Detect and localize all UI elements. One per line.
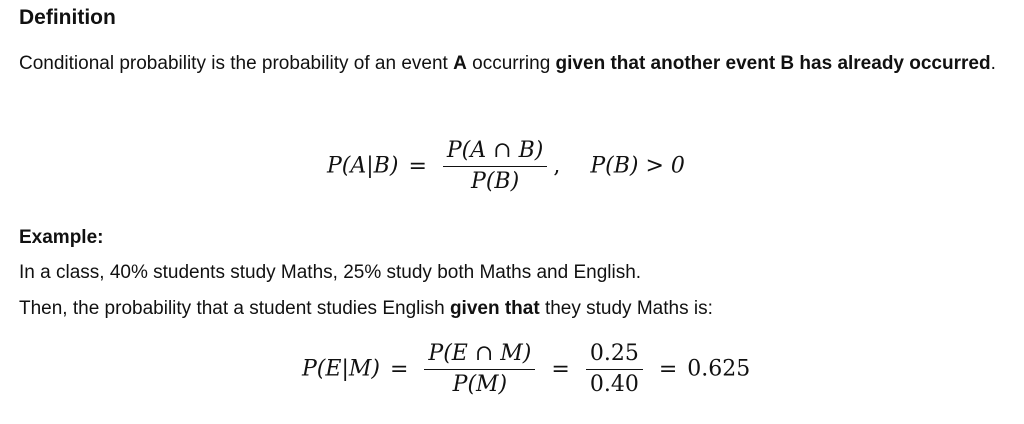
formula2-equals-2: = [551,356,570,382]
formula2-result: 0.625 [687,356,751,382]
formula2-fraction-symbolic [424,339,535,400]
example-line-2-end: they study Maths is: [539,298,713,319]
example-formula [302,339,750,400]
example-line-2-bold: given that [449,298,540,319]
definition-bold-phrase: given that another event B has already occurred [555,53,991,74]
formula1-equals: = [408,153,427,179]
example-line-2-start: Then, the probability that a student studies English [19,298,450,319]
formula1-fraction [443,136,547,197]
definition-heading: Definition [19,6,116,29]
definition-text-end: . [990,53,996,74]
content-area [19,0,1009,424]
formula2-equals-1: = [389,356,409,382]
formula2-lhs: P(E|M) [302,356,380,382]
example-line-2 [19,291,713,327]
event-a-label: A [453,53,467,74]
conditional-probability-formula [327,136,685,197]
formula1-lhs: P(A|B) [327,153,399,179]
definition-paragraph [19,45,1004,82]
formula2-num-value: 0.25 [589,341,639,366]
formula2-fraction-numeric [586,339,643,400]
formula2-denominator: P(M) [452,372,508,397]
example-heading: Example: [19,227,104,248]
formula2-numerator: P(E ∩ M) [428,341,532,366]
definition-text-mid: occurring [466,53,556,74]
formula1-comma: , [553,153,561,179]
example-line-1: In a class, 40% students study Maths, 25% study both Maths and English. [19,262,642,283]
formula2-den-value: 0.40 [589,372,639,397]
formula1-numerator: P(A ∩ B) [446,138,544,163]
formula1-denominator: P(B) [471,169,520,194]
definition-text-start: Conditional probability is the probability of an event [19,53,454,74]
formula2-equals-3: = [658,356,678,382]
formula1-condition: P(B) > 0 [590,153,685,179]
